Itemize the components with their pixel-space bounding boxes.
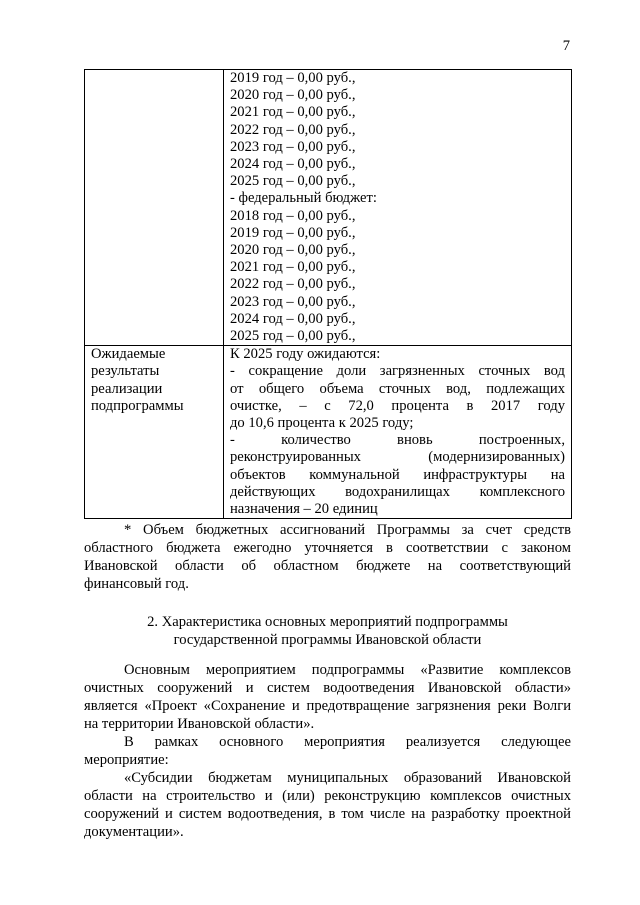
result-line: К 2025 году ожидаются:: [230, 346, 381, 363]
funding-line: 2019 год – 0,00 руб.,: [230, 224, 356, 241]
footnote-line: финансовый год.: [84, 576, 189, 592]
funding-cell: [224, 70, 572, 346]
result-line: назначения – 20 единиц: [230, 501, 378, 518]
footnote: [84, 521, 571, 593]
section-title-line: 2. Характеристика основных мероприятий подпрограммы: [147, 614, 508, 630]
paragraph-main-activity: [84, 661, 571, 733]
paragraph-line: документации».: [84, 824, 184, 840]
paragraph-line: «Субсидии бюджетам муниципальных образований Ивановской: [124, 770, 571, 786]
label-line: результаты: [91, 363, 160, 380]
result-line: - количество вновь построенных,: [230, 432, 565, 449]
section-title-line: государственной программы Ивановской области: [173, 632, 482, 648]
paragraph-line: мероприятие:: [84, 752, 169, 768]
table-row: [85, 70, 572, 346]
expected-results-label-cell: [85, 346, 224, 519]
paragraph-subsidies: [84, 769, 571, 841]
paragraph-line: Основным мероприятием подпрограммы «Развитие комплексов: [124, 662, 571, 678]
result-line: действующих водохранилищах комплексного: [230, 483, 565, 500]
expected-results-cell: [224, 346, 572, 519]
result-line: очистке, – с 72,0 процента в 2017 году: [230, 397, 565, 414]
result-line: до 10,6 процента к 2025 году;: [230, 415, 414, 432]
table-row: [85, 346, 572, 519]
funding-line: 2021 год – 0,00 руб.,: [230, 104, 356, 121]
funding-line: 2018 год – 0,00 руб.,: [230, 207, 356, 224]
funding-line: 2022 год – 0,00 руб.,: [230, 276, 356, 293]
label-line: реализации: [91, 380, 163, 397]
result-line: объектов коммунальной инфраструктуры на: [230, 466, 565, 483]
paragraph-line: является «Проект «Сохранение и предотвращение загрязнения реки Волги: [84, 698, 571, 714]
section-title: [84, 613, 571, 649]
funding-line: 2021 год – 0,00 руб.,: [230, 259, 356, 276]
funding-line: 2022 год – 0,00 руб.,: [230, 121, 356, 138]
funding-line: 2020 год – 0,00 руб.,: [230, 242, 356, 259]
paragraph-line: очистных сооружений и систем водоотведения Ивановской области»: [84, 680, 571, 696]
page-number: 7: [562, 38, 570, 54]
funding-line: 2024 год – 0,00 руб.,: [230, 156, 356, 173]
paragraph-activity-intro: [84, 733, 571, 769]
funding-line: 2024 год – 0,00 руб.,: [230, 310, 356, 327]
funding-line: 2025 год – 0,00 руб.,: [230, 173, 356, 190]
paragraph-line: области на строительство и (или) реконструкцию комплексов очистных: [84, 788, 571, 804]
funding-line: - федеральный бюджет:: [230, 190, 377, 207]
footnote-line: * Объем бюджетных ассигнований Программы за счет средств: [124, 522, 571, 538]
paragraph-line: В рамках основного мероприятия реализуется следующее: [124, 734, 571, 750]
funding-line: 2023 год – 0,00 руб.,: [230, 293, 356, 310]
table-cell-empty: [85, 70, 224, 346]
funding-line: 2025 год – 0,00 руб.,: [230, 328, 356, 345]
funding-line: 2019 год – 0,00 руб.,: [230, 70, 356, 86]
footnote-line: Ивановской области об областном бюджете на соответствующий: [84, 558, 571, 574]
result-line: - сокращение доли загрязненных сточных вод: [230, 363, 565, 380]
paragraph-line: сооружений и систем водоотведения, в том числе на разработку проектной: [84, 806, 571, 822]
label-line: подпрограммы: [91, 397, 184, 414]
paragraph-line: на территории Ивановской области».: [84, 716, 315, 732]
footnote-line: областного бюджета ежегодно уточняется в соответствии с законом: [84, 540, 571, 556]
program-spec-table: [84, 69, 572, 519]
funding-line: 2020 год – 0,00 руб.,: [230, 87, 356, 104]
result-line: реконструированных (модернизированных): [230, 449, 565, 466]
label-line: Ожидаемые: [91, 346, 166, 363]
funding-line: 2023 год – 0,00 руб.,: [230, 138, 356, 155]
result-line: от общего объема сточных вод, подлежащих: [230, 380, 565, 397]
